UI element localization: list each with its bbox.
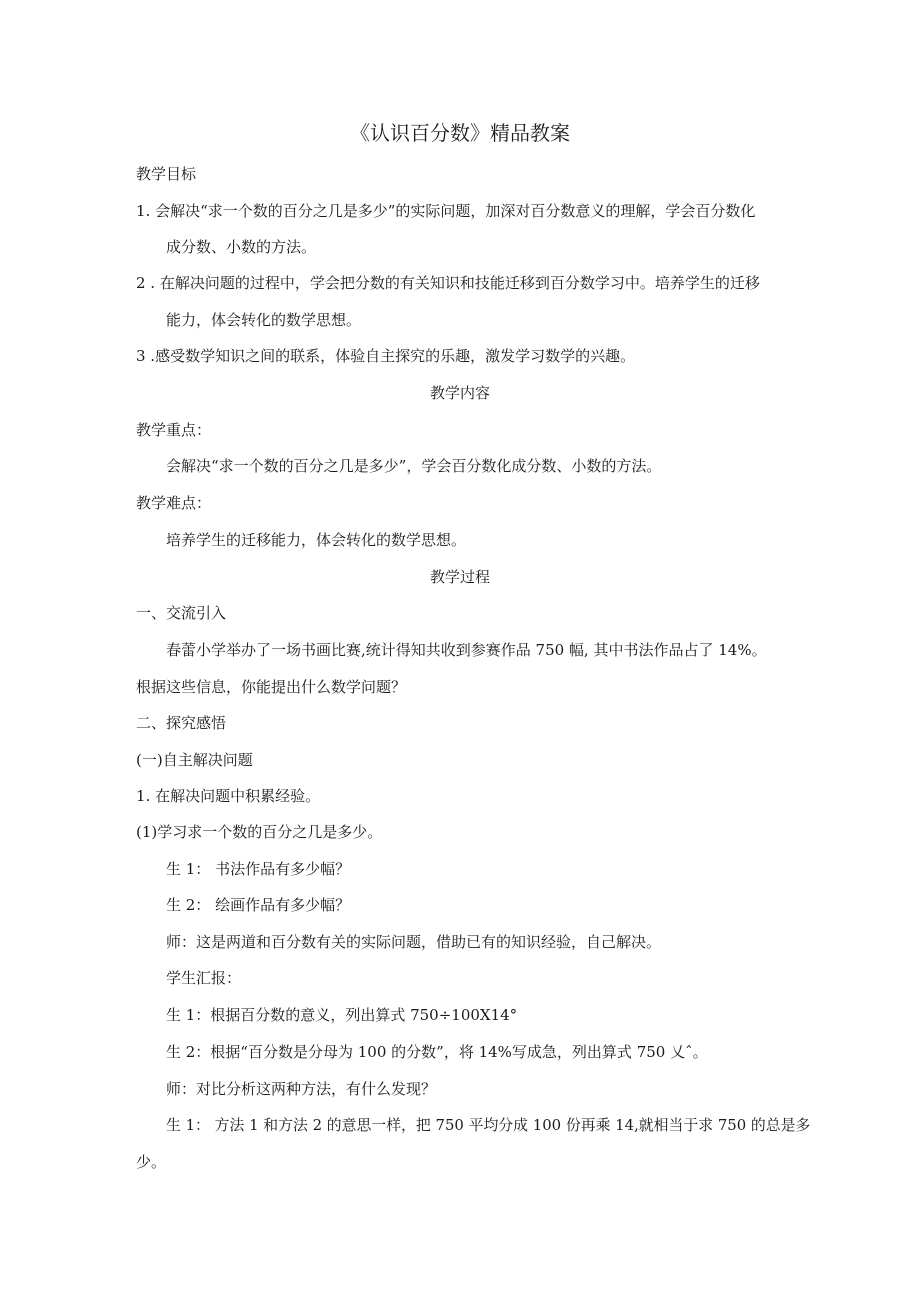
teacher-remark-1: 师：这是两道和百分数有关的实际问题，借助已有的知识经验，自己解决。 [166, 933, 662, 951]
objective-2-line-1: 2 . 在解决问题的过程中，学会把分数的有关知识和技能迁移到百分数学习中。培养学生的迁移 [136, 274, 760, 292]
key-point-text: 会解决“求一个数的百分之几是多少”，学会百分数化成分数、小数的方法。 [166, 457, 662, 475]
student-2-question: 生 2： 绘画作品有多少幅？ [166, 896, 351, 914]
step-1-1: (1)学习求一个数的百分之几是多少。 [136, 823, 383, 841]
student-1-answer: 生 1：根据百分数的意义，列出算式 750÷100X14° [166, 1006, 518, 1024]
step-1: 1. 在解决问题中积累经验。 [136, 787, 321, 805]
subsection-1-heading: (一)自主解决问题 [136, 751, 253, 769]
section-2-heading: 二、探究感悟 [136, 714, 227, 732]
objective-1-line-1: 1. 会解决“求一个数的百分之几是多少”的实际问题，加深对百分数意义的理解，学会百分数化 [136, 202, 756, 220]
process-heading: 教学过程 [429, 568, 490, 586]
objective-2-line-2: 能力，体会转化的数学思想。 [166, 311, 362, 329]
student-1-question: 生 1： 书法作品有多少幅？ [166, 860, 351, 878]
objectives-heading: 教学目标 [136, 165, 197, 183]
section-1-heading: 一、交流引入 [136, 604, 227, 622]
student-report-label: 学生汇报： [166, 969, 242, 987]
teacher-remark-2: 师：对比分析这两种方法，有什么发现？ [166, 1080, 437, 1098]
student-2-answer: 生 2：根据“百分数是分母为 100 的分数”，将 14%写成急，列出算式 750 乂ˆ。 [166, 1043, 708, 1061]
key-point-heading: 教学重点： [136, 421, 212, 439]
page-title: 《认识百分数》精品教案 [350, 121, 570, 145]
difficulty-heading: 教学难点： [136, 494, 212, 512]
student-1-finding-line-1: 生 1： 方法 1 和方法 2 的意思一样，把 750 平均分成 100 份再乘 14,就相当于求 750 的总是多 [166, 1116, 811, 1134]
objective-3: 3 .感受数学知识之间的联系，体验自主探究的乐趣，激发学习数学的兴趣。 [136, 347, 636, 365]
intro-line-1: 春蕾小学举办了一场书画比赛,统计得知共收到参赛作品 750 幅, 其中书法作品占了 14%。 [166, 641, 767, 659]
objective-1-line-2: 成分数、小数的方法。 [166, 238, 317, 256]
content-heading: 教学内容 [429, 384, 490, 402]
intro-line-2: 根据这些信息，你能提出什么数学问题？ [136, 678, 407, 696]
student-1-finding-line-2: 少。 [136, 1153, 167, 1171]
difficulty-text: 培养学生的迁移能力，体会转化的数学思想。 [166, 531, 467, 549]
